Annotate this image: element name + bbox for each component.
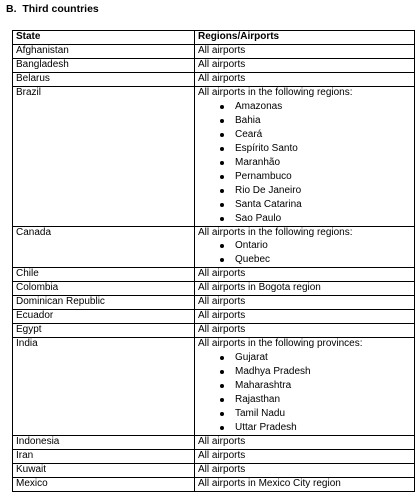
state-cell: Ecuador	[13, 310, 195, 324]
table-row	[13, 282, 415, 296]
region-cell	[195, 268, 415, 282]
region-cell	[195, 449, 415, 463]
region-list-item: Ontario	[235, 239, 411, 253]
table-row	[13, 477, 415, 491]
region-list-item: Santa Catarina	[235, 198, 411, 212]
state-cell: Brazil	[13, 86, 195, 226]
region-description: All airports	[198, 310, 246, 322]
table-row	[13, 296, 415, 310]
region-list-item: Sao Paulo	[235, 212, 411, 226]
table-row	[13, 268, 415, 282]
region-cell	[195, 226, 415, 268]
region-list-item: Ceará	[235, 128, 411, 142]
table-row	[13, 44, 415, 58]
table-row	[13, 310, 415, 324]
region-description: All airports in the following provinces:	[198, 337, 363, 349]
region-description: All airports	[198, 268, 246, 280]
region-list-item: Pernambuco	[235, 170, 411, 184]
region-list-item: Quebec	[235, 253, 411, 267]
region-list-item: Rajasthan	[235, 393, 411, 407]
region-list-item: Gujarat	[235, 351, 411, 365]
state-cell: Iran	[13, 449, 195, 463]
region-description: All airports in the following regions:	[198, 226, 353, 238]
region-list-item: Maharashtra	[235, 379, 411, 393]
state-cell: Chile	[13, 268, 195, 282]
state-cell: Egypt	[13, 324, 195, 338]
table-row	[13, 337, 415, 435]
table-row	[13, 324, 415, 338]
region-cell	[195, 58, 415, 72]
region-cell	[195, 296, 415, 310]
region-description: All airports	[198, 44, 246, 56]
region-list	[198, 100, 411, 226]
state-cell: Kuwait	[13, 463, 195, 477]
region-list-item: Rio De Janeiro	[235, 184, 411, 198]
table-body	[13, 44, 415, 491]
table-row	[13, 449, 415, 463]
region-cell	[195, 477, 415, 491]
region-cell	[195, 324, 415, 338]
state-cell: Afghanistan	[13, 44, 195, 58]
region-cell	[195, 282, 415, 296]
region-list-item: Madhya Pradesh	[235, 365, 411, 379]
region-list	[198, 351, 411, 435]
region-list-item: Amazonas	[235, 100, 411, 114]
region-description: All airports	[198, 296, 246, 308]
table-row	[13, 86, 415, 226]
region-list-item: Tamil Nadu	[235, 407, 411, 421]
state-cell: Colombia	[13, 282, 195, 296]
state-cell: Canada	[13, 226, 195, 268]
region-list-item: Uttar Pradesh	[235, 421, 411, 435]
region-list-item: Espírito Santo	[235, 142, 411, 156]
region-list-item: Maranhão	[235, 156, 411, 170]
table-row	[13, 463, 415, 477]
table-header-row	[13, 31, 415, 45]
state-cell: Bangladesh	[13, 58, 195, 72]
region-description: All airports	[198, 324, 246, 336]
table-row	[13, 226, 415, 268]
region-description: All airports in Mexico City region	[198, 477, 341, 489]
table-row	[13, 72, 415, 86]
column-header-regions: Regions/Airports	[195, 31, 415, 45]
region-list-item: Bahia	[235, 114, 411, 128]
table-row	[13, 435, 415, 449]
region-description: All airports in Bogota region	[198, 282, 321, 294]
region-description: All airports	[198, 435, 246, 447]
region-description: All airports	[198, 449, 246, 461]
region-cell	[195, 310, 415, 324]
region-cell	[195, 72, 415, 86]
region-cell	[195, 435, 415, 449]
region-description: All airports	[198, 72, 246, 84]
state-cell: Indonesia	[13, 435, 195, 449]
state-cell: India	[13, 337, 195, 435]
region-description: All airports	[198, 58, 246, 70]
column-header-state: State	[13, 31, 195, 45]
state-cell: Belarus	[13, 72, 195, 86]
region-cell	[195, 463, 415, 477]
state-cell: Mexico	[13, 477, 195, 491]
region-cell	[195, 337, 415, 435]
third-countries-table	[12, 30, 415, 492]
section-heading: B. Third countries	[6, 3, 99, 15]
table-row	[13, 58, 415, 72]
region-description: All airports	[198, 463, 246, 475]
region-list	[198, 239, 411, 267]
region-description: All airports in the following regions:	[198, 86, 353, 98]
state-cell: Dominican Republic	[13, 296, 195, 310]
region-cell	[195, 44, 415, 58]
region-cell	[195, 86, 415, 226]
